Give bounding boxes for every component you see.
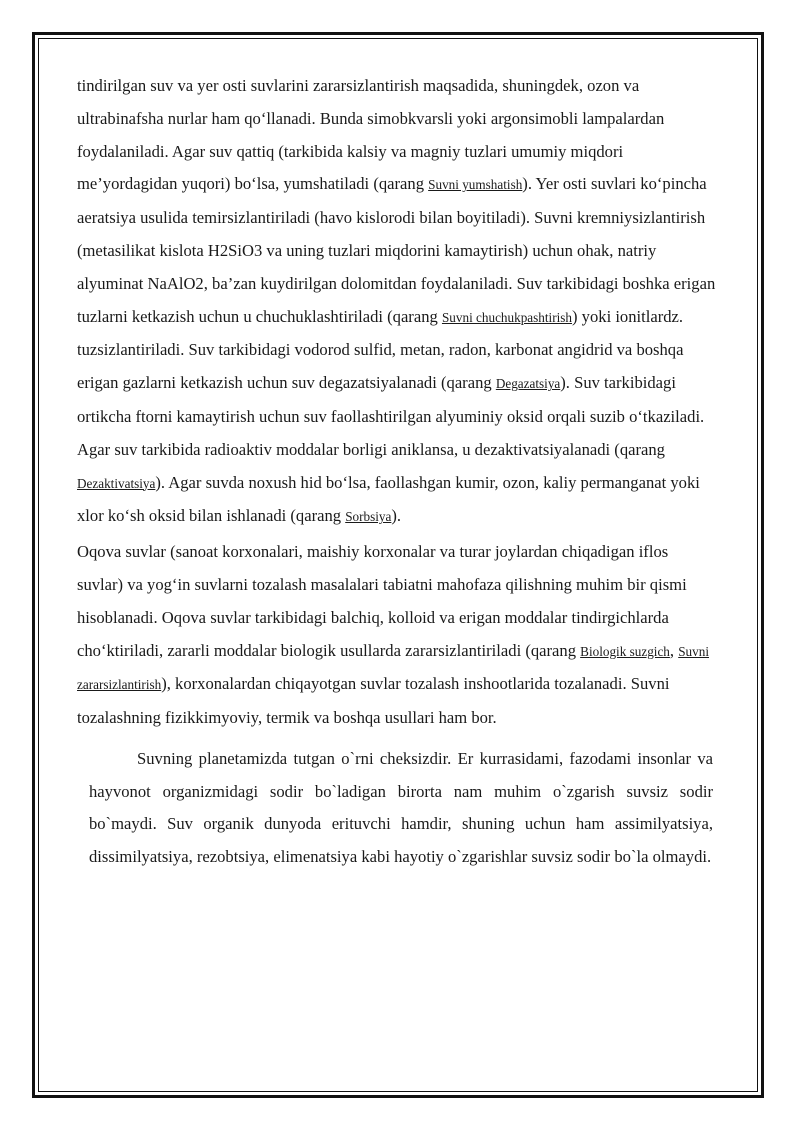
link-degazatsiya[interactable]: Degazatsiya xyxy=(495,376,561,392)
link-suvni-yumshatish[interactable]: Suvni yumshatish xyxy=(428,177,523,193)
paragraph-wastewater xyxy=(77,536,717,735)
p1-text-2: ). Yer osti suvlari ko‘pincha aeratsiya usulida temirsizlantiriladi (havo kislorodi bilan boyitiladi). Suvni kremniysizlantirish (metasilikat kislota H2SiO3 va uning tuzlari miqdorini kamaytirish) uchun ohak, natriy alyuminat NaAlO2, ba’zan kuydirilgan dolomitdan foydalaniladi. Suv tarkibidagi boshka erigan tuzlarni ketkazish uchun u chuchuklashtiriladi (qarang xyxy=(77,174,716,326)
p1-text-6: ). xyxy=(391,506,402,526)
document-body xyxy=(77,70,717,873)
p1-text-5: ). Agar suvda noxush hid bo‘lsa, faollashgan kumir, ozon, kaliy permanganat yoki xlor ko‘sh oksid bilan ishlanadi (qarang xyxy=(77,472,700,526)
link-suvni-zararsizlantirish[interactable]: Suvni zararsizlantirish xyxy=(77,643,709,693)
p1-text-3: ) yoki ionitlardz. tuzsizlantiriladi. Suv tarkibidagi vodorod sulfid, metan, radon, karbonat angidrid va boshqa erigan gazlarni ketkazish uchun suv degazatsiyalanadi (qarang xyxy=(77,306,684,393)
p1-text-1: tindirilgan suv va yer osti suvlarini zararsizlantirish maqsadida, shuningdek, ozon va ultrabinafsha nurlar ham qo‘llanadi. Bunda simobkvarsli yoki argonsimobli lampalardan foydalaniladi. Agar suv qattiq (tarkibida kalsiy va magniy tuzlari umumiy miqdori me’yordagidan yuqori) bo‘lsa, yumshatiladi (qarang xyxy=(77,76,665,194)
link-biologik-suzgich[interactable]: Biologik suzgich xyxy=(580,643,670,659)
link-sorbsiya[interactable]: Sorbsiya xyxy=(345,509,392,525)
link-suvni-chuchukpashtirish[interactable]: Suvni chuchukpashtirish xyxy=(441,309,572,325)
p2-text-1: Oqova suvlar (sanoat korxonalari, maishiy korxonalar va turar joylardan chiqadigan iflos suvlar) va yog‘in suvlarni tozalash masalalari tabiatni mahofaza qilishning muhim bir qismi hisoblanadi. Oqova suvlar tarkibidagi balchiq, kolloid va erigan moddalar tindirgichlarda cho‘ktiriladi, zararli moddalar biologik usullarda zararsizlantiriladi (qarang xyxy=(77,542,687,660)
p2-text-2: , xyxy=(669,640,679,660)
p1-text-4: ). Suv tarkibidagi ortikcha ftorni kamaytirish uchun suv faollashtirilgan alyuminiy oksid orqali suzib o‘tkaziladi. Agar suv tarkibida radioaktiv moddalar borligi aniklansa, u dezaktivatsiyalanadi (qarang xyxy=(77,373,705,459)
link-dezaktivatsiya[interactable]: Dezaktivatsiya xyxy=(77,475,156,491)
paragraph-water-role: Suvning planetamizda tutgan o`rni cheksizdir. Er kurrasidami, fazodami insonlar va hayvonot organizmidagi sodir bo`ladigan birorta nam muhim o`zgarish suvsiz sodir bo`maydi. Suv organik dunyoda erituvchi hamdir, shuning uchun ham assimilyatsiya, dissimilyatsiya, rezobtsiya, elimenatsiya kabi hayotiy o`zgarishlar suvsiz sodir bo`la olmaydi. xyxy=(89,748,713,866)
paragraph-water-treatment xyxy=(77,70,717,534)
p2-text-3: ), korxonalardan chiqayotgan suvlar tozalash inshootlarida tozalanadi. Suvni tozalashning fizikkimyoviy, termik va boshqa usullari ham bor. xyxy=(77,674,670,728)
